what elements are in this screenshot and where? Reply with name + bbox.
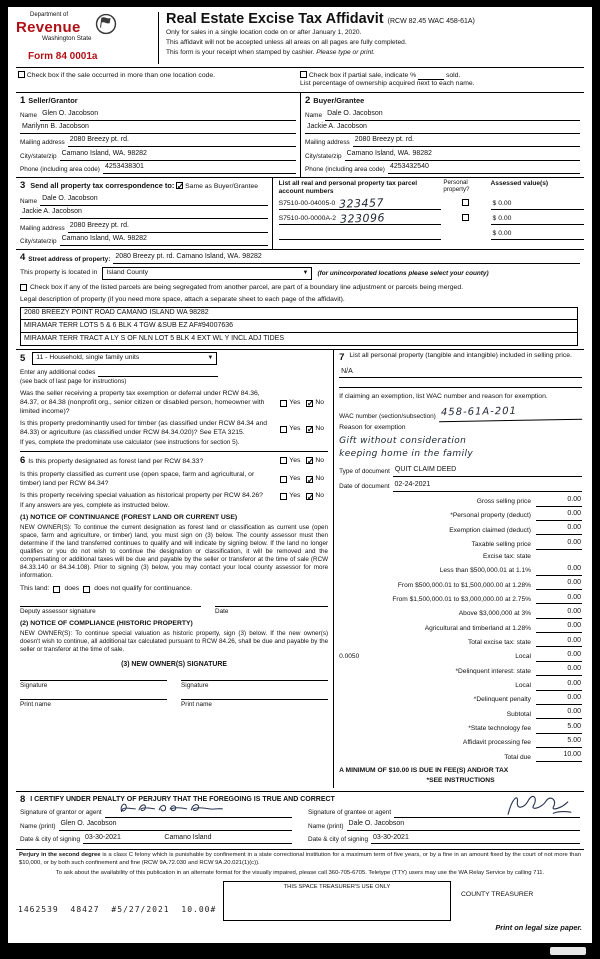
certify-statement: I CERTIFY UNDER PENALTY OF PERJURY THAT THE FOREGOING IS TRUE AND CORRECT	[30, 795, 335, 803]
reason-handwriting: Gift without consideration keeping home in the family	[339, 435, 474, 460]
form-header	[16, 12, 584, 68]
grantee-signature	[504, 791, 576, 819]
county-select[interactable]: Island County ▼	[102, 267, 312, 280]
street-address-field[interactable]: 2080 Breezy pt. rd. Camano Island, WA. 98282	[113, 253, 580, 264]
tax-section: 7 List all personal property (tangible and intangible) included in selling price. N/A If claiming an exemption, list WAC number and reason for exemption. WAC number (section/subsection) 458-61A-201 Reason for exemption Gift without consideration keeping home in the family Type of document QUIT CLAIM DEED Date of document 02-24-2021 Gross selling price 0.00 *Personal property (deduct) 0.00 Exemption claimed (deduct) 0.00 Taxable selling price 0.00 Excise tax: state Less than $500,000.01 at 1.1% 0.00 From $500,000.01 to $1,500,000.00 at 1.28% 0.00 From $1,500,000.01 to $3,000,000.00 at 2.75% 0.00 Above $3,000,000 at 3% 0.00 Agricultural and timberland at 1.28% 0.00 Total excise tax: state 0.00 0.0050 Local 0.00 *Delinquent interest: state 0.00 Local 0.00 *Delinquent penalty 0.00 Subtotal 0.00 *State technology fee 5.00 Affidavit processing fee 5.00 Total due 10.00 A MINIMUM OF $10.00 IS DUE IN FEE(S) AND/OR TAX *SEE INSTRUCTIONS	[339, 352, 581, 784]
located-in-label: This property is located in	[20, 269, 98, 277]
additional-codes-hint: (see back of last page for instructions)	[20, 378, 127, 386]
wac-number-label: WAC number (section/subsection)	[339, 412, 436, 420]
segregated-checkbox[interactable]	[20, 284, 27, 291]
current-use-yes-checkbox[interactable]	[280, 476, 287, 483]
seller-city-field[interactable]: Camano Island, WA. 98282	[60, 150, 296, 161]
street-address-label: Street address of property:	[28, 256, 111, 264]
delinquent-interest-state[interactable]: 0.00	[536, 665, 582, 676]
logo-state-text: Washington State	[42, 34, 92, 42]
parties-section	[16, 93, 584, 177]
this-land-label: This land:	[20, 585, 50, 593]
header-note-3: This form is your receipt when stamped by cashier. Please type or print.	[166, 48, 375, 56]
personal-property-checkbox-1[interactable]	[462, 199, 469, 206]
treasurer-area	[16, 881, 584, 921]
segregated-label: Check box if any of the listed parcels are being segregated from another parcel, are part of a boundary line adjustment or parcels being merged.	[30, 283, 463, 291]
grantor-signature	[117, 799, 227, 817]
dor-wordmark	[16, 12, 91, 43]
affidavit-processing-fee[interactable]: 5.00	[536, 737, 582, 748]
exemption-claimed-deduct[interactable]: 0.00	[536, 524, 582, 535]
use-code-section: 5 11 - Household, single family units ▼ Enter any additional codes (see back of last page for instructions) Was the seller receiving a property tax exemption or deferral under RCW 84.36, 84.37, or 84.38 (nonprofit org., senior citizen or disabled person, homeowner with limited income)? Yes ✓ No Is this property predominantly used for timber (as classified under RCW 84.34 and 84.33) or agriculture (as classified under RCW 84.34.020)? See ETA 3215. Yes ✓ No If yes, complete the predominate use calculator (see instructions for section 5).	[20, 352, 328, 446]
question-current-use: Is this property classified as current use (open space, farm and agricultural, or timber) land per RCW 84.34?	[20, 470, 255, 487]
total-excise-tax-state[interactable]: 0.00	[536, 637, 582, 648]
seller-name-2-field[interactable]: Marilynn B. Jacobson	[20, 123, 296, 134]
partial-sale-checkbox[interactable]	[300, 71, 307, 78]
assessed-value-field-3[interactable]: $ 0.00	[491, 230, 584, 241]
timber-yes-checkbox[interactable]	[280, 426, 287, 433]
reason-for-exemption-label: Reason for exemption	[339, 423, 406, 431]
parcel-row	[279, 213, 580, 225]
new-owner-signature-field-2[interactable]: Signature	[181, 680, 328, 690]
perjury-notice: Perjury in the second degree is a class C felony which is punishable by confinement in a state correctional institution for a maximum term of five years, or by a fine in an amount fixed by the court of not more than $10,000, or by both such confinement and fine (RCW 9A.72.030 and RCW 9A.20.021(1)(c)).	[16, 849, 584, 867]
certification-section: 8 I CERTIFY UNDER PENALTY OF PERJURY THAT THE FOREGOING IS TRUE AND CORRECT Signature of grantor or agent Name (print) Glen O. Jacobson Date & city of signing 03-30-2021 Camano Island Signature of grantee or agent Name (print) Dale O. Jacobson Date & city of signing 03-30-2021	[16, 791, 584, 846]
doc-date-label: Date of document	[339, 483, 390, 491]
multi-location-checkbox[interactable]	[18, 71, 25, 78]
historic-no-checkbox[interactable]	[306, 493, 313, 500]
additional-codes-label: Enter any additional codes	[20, 369, 96, 377]
title-block	[158, 12, 584, 64]
top-checkbox-row: Check box if the sale occurred in more than one location code. Check box if partial sale, indicate % sold. List percentage of ownership acquired next to each name.	[16, 68, 584, 93]
legal-paper-note: Print on legal size paper.	[495, 923, 582, 933]
grantor-signature-block: Signature of grantor or agent Name (print) Glen O. Jacobson Date & city of signing 03-30-2021 Camano Island	[20, 807, 292, 845]
land-does-checkbox[interactable]	[53, 586, 60, 593]
assessed-value-header: Assessed value(s)	[490, 180, 549, 188]
legal-description-box[interactable]	[20, 307, 578, 347]
designation-section: 6 Is this property designated as forest land per RCW 84.33? Yes ✓ No Is this property classified as current use (open space, farm and agricultural, or timber) land per RCW 84.34? Yes ✓ No Is this property receiving special valuation as historical property per RCW 84.26? Yes ✓ No If any answers are yes, complete as instructed below. (1) NOTICE OF CONTINUANCE (FOREST LAND OR CURRENT USE) NEW OWNER(S): To continue the current designation as forest land or classification as current use (open space, farm and agriculture, or timber) land, you must sign on (3) below. The county assessor must then determine if the land transferred continues to qualify and will indicate by signing below. If the land no longer qualifies or you do not wish to continue the designation or classification, it will be removed and the compensating or additional taxes will be due and payable by the seller or transferor at the time of sale (RCW 84.33.140 or 84.34.108). Prior to signing (3) below, you may contact your local county assessor for more information. This land: does does not qualify for continuance. Deputy assessor signature Date (2) NOTICE OF COMPLIANCE (HISTORIC PROPERTY) NEW OWNER(S): To continue special valuation as historic property, sign (3) below. If the new owner(s) doesn't wish to continue, all additional tax calculated pursuant to RCW 84.26, shall be due and payable by the seller or transferor at the time of sale. (3) NEW OWNER(S) SIGNATURE Signature Signature Print name Print name	[20, 451, 328, 709]
deputy-assessor-signature-field[interactable]: Deputy assessor signature	[20, 606, 201, 616]
buyer-name-2-field[interactable]: Jackie A. Jacobson	[305, 123, 580, 134]
grantor-print-name-field[interactable]: Glen O. Jacobson	[59, 820, 292, 831]
logo-dept-text: Department of	[30, 12, 69, 18]
parcel-table	[272, 178, 584, 249]
corr-name-2-field[interactable]: Jackie A. Jacobson	[20, 208, 268, 219]
alternate-format-note: To ask about the availability of this publication in an alternate format for the visually impaired, please call 360-705-6705. Teletype (TTY) users may use the WA Relay Service by calling 711.	[55, 869, 545, 876]
treasurer-use-box: THIS SPACE TREASURER'S USE ONLY	[223, 881, 451, 921]
dor-flag-icon	[95, 13, 117, 35]
forest-no-checkbox[interactable]	[306, 457, 313, 464]
notice-continuance-text: NEW OWNER(S): To continue the current designation as forest land or classification as current use (open space, farm and agriculture, or timber) land, you must sign on (3) below. The county assessor must then determine if the land transferred continues to qualify and will indicate by signing below. If the land no longer qualifies or you do not wish to continue the designation or classification, it will be removed and the compensating or additional taxes will be due and payable by the seller or transferor at the time of sale (RCW 84.33.140 or 84.34.108). Prior to signing (3) below, you may contact your local county assessor for more information.	[20, 523, 329, 579]
personal-property-deduct[interactable]: 0.00	[536, 510, 582, 521]
doc-type-label: Type of document	[339, 468, 390, 476]
grantor-signature-field[interactable]	[105, 809, 292, 818]
calculator-note: If yes, complete the predominate use calculator (see instructions for section 5).	[20, 438, 240, 446]
grantor-date-field[interactable]: 03-30-2021	[83, 834, 162, 845]
same-as-buyer-checkbox[interactable]	[176, 182, 183, 189]
new-owner-signature-field-1[interactable]: Signature	[20, 680, 167, 690]
assessed-value-field-2[interactable]: $ 0.00	[491, 215, 584, 226]
exemption-note: If claiming an exemption, list WAC number and reason for exemption.	[339, 393, 548, 401]
buyer-city-field[interactable]: Camano Island, WA. 98282	[345, 150, 580, 161]
deputy-date-field[interactable]: Date	[215, 606, 328, 616]
corr-city-field[interactable]: Camano Island, WA. 98282	[60, 235, 268, 246]
corr-mailing-field[interactable]: 2080 Breezy pt. rd.	[68, 222, 268, 233]
seller-title: Seller/Grantor	[28, 95, 78, 105]
legal-description-label: Legal description of property (if you need more space, attach a separate sheet to each page of the affidavit).	[20, 295, 345, 303]
personal-property-label: List all personal property (tangible and intangible) included in selling price.	[349, 352, 572, 360]
forest-yes-checkbox[interactable]	[280, 457, 287, 464]
question-timber: Is this property predominantly used for timber (as classified under RCW 84.34 and 84.33) or agriculture (as classified under RCW 84.34.020)? See ETA 3215.	[20, 420, 268, 437]
property-location-section: 4 Street address of property: 2080 Breezy pt. rd. Camano Island, WA. 98282 This property is located in Island County ▼ (for unincorporated locations please select your county) Check box if any of the listed parcels are being segregated from another parcel, are part of a boundary line adjustment or parcels being merged. Legal description of property (if you need more space, attach a separate sheet to each page of the affidavit). 2080 BREEZY POINT ROAD CAMANO ISLAND WA 98282 MIRAMAR TERR LOTS 5 & 6 BLK 4 TGW &SUB EZ AF#94007636 MIRAMAR TERR TRACT A LY S OF NLN LOT 5 BLK 4 EXT WL Y INCL ADJ TIDES	[16, 249, 584, 349]
seller-name-1-field[interactable]: Glen O. Jacobson	[40, 110, 296, 121]
delinquent-interest-local[interactable]: 0.00	[536, 680, 582, 691]
tax-calculation-table: Gross selling price 0.00 *Personal property (deduct) 0.00 Exemption claimed (deduct) 0.00 Taxable selling price 0.00 Excise tax: state Less than $500,000.01 at 1.1% 0.00 From $500,000.01 to $1,500,000.00 at 1.28% 0.00 From $1,500,000.01 to $3,000,000.00 at 2.75% 0.00 Above $3,000,000 at 3% 0.00 Agricultural and timberland at 1.28% 0.00 Total excise tax: state 0.00 0.0050 Local 0.00 *Delinquent interest: state 0.00 Local 0.00 *Delinquent penalty 0.00 Subtotal 0.00 *State technology fee 5.00 Affidavit processing fee 5.00 Total due 10.00	[339, 495, 581, 761]
see-instructions-note: *SEE INSTRUCTIONS	[426, 776, 495, 784]
tier1-amount[interactable]: 0.00	[536, 565, 582, 576]
page-title: Real Estate Excise Tax Affidavit (RCW 82.45 WAC 458-61A)	[166, 11, 475, 27]
legal-line-1: 2080 BREEZY POINT ROAD CAMANO ISLAND WA 98282	[21, 308, 577, 321]
form-number: Form 84 0001a	[28, 50, 98, 62]
handwritten-parcel-number: 323096	[339, 211, 386, 227]
parcel-account-field[interactable]: S7510-00-0000A-2 323096	[279, 213, 442, 225]
parcel-account-field[interactable]	[279, 228, 442, 240]
notice-continuance-heading: (1) NOTICE OF CONTINUANCE (FOREST LAND OR CURRENT USE)	[20, 514, 238, 522]
partial-sale-label: Check box if partial sale, indicate %	[308, 71, 417, 79]
if-yes-note: If any answers are yes, complete as instructed below.	[20, 501, 170, 509]
cashier-validation-stamp: 1462539 48427 #5/27/2021 10.00#	[18, 905, 217, 915]
assessed-value-field-1[interactable]: $ 0.00	[491, 200, 584, 211]
parcel-row	[279, 228, 580, 240]
delinquent-penalty[interactable]: 0.00	[536, 694, 582, 705]
new-owner-signature-heading: (3) NEW OWNER(S) SIGNATURE	[121, 660, 227, 668]
logo-revenue-text: Revenue	[16, 18, 81, 36]
grantee-print-name-field[interactable]: Dale O. Jacobson	[347, 820, 580, 831]
legal-line-2: MIRAMAR TERR LOTS 5 & 6 BLK 4 TGW &SUB EZ AF#94007636	[21, 320, 577, 333]
partial-sale-percent-field[interactable]	[418, 73, 444, 80]
state-technology-fee[interactable]: 5.00	[536, 723, 582, 734]
affidavit-form	[8, 7, 592, 943]
local-rate: 0.0050	[339, 653, 360, 661]
ownership-note: List percentage of ownership acquired next to each name.	[300, 80, 475, 88]
main-columns	[16, 349, 584, 788]
correspondence-title: Send all property tax correspondence to:	[30, 181, 175, 191]
doc-type-field[interactable]: QUIT CLAIM DEED	[393, 466, 582, 477]
personal-property-header: Personal property?	[443, 179, 470, 194]
minimum-due-note: A MINIMUM OF $10.00 IS DUE IN FEE(S) AND/OR TAX	[339, 767, 509, 775]
chevron-down-icon: ▼	[302, 269, 309, 276]
deferral-yes-checkbox[interactable]	[280, 400, 287, 407]
wac-number-field[interactable]: 458-61A-201	[439, 405, 582, 422]
question-historic: Is this property receiving special valuation as historical property per RCW 84.26?	[20, 492, 263, 500]
grantor-city-field[interactable]: Camano Island	[162, 834, 292, 845]
dor-logo-block	[16, 12, 154, 64]
buyer-section: 2 Buyer/Grantee Name Dale O. Jacobson Jackie A. Jacobson Mailing address 2080 Breezy pt. rd. City/state/zip Camano Island, WA. 98282 Phone (including area code) 4253432540	[300, 93, 584, 177]
buyer-title: Buyer/Grantee	[313, 95, 365, 105]
new-owner-print-name-field-1[interactable]: Print name	[20, 699, 167, 709]
subtotal[interactable]: 0.00	[536, 708, 582, 719]
grantee-date-field[interactable]: 03-30-2021	[371, 834, 580, 845]
local-tax[interactable]: 0.00	[536, 651, 582, 662]
doc-date-field[interactable]: 02-24-2021	[393, 481, 582, 492]
seller-phone-field[interactable]: 4253438301	[103, 163, 296, 174]
chevron-down-icon: ▼	[207, 354, 214, 361]
parcel-row	[279, 198, 580, 210]
rcw-reference: (RCW 82.45 WAC 458-61A)	[387, 18, 475, 25]
timber-no-checkbox[interactable]	[306, 426, 313, 433]
notice-compliance-heading: (2) NOTICE OF COMPLIANCE (HISTORIC PROPERTY)	[20, 619, 193, 627]
parcel-account-field[interactable]: S7510-00-04005-0 323457	[279, 198, 442, 210]
tier3-amount[interactable]: 0.00	[536, 594, 582, 605]
personal-property-blank-line[interactable]	[339, 378, 582, 388]
new-owner-print-name-field-2[interactable]: Print name	[181, 699, 328, 709]
question-forest: Is this property designated as forest land per RCW 84.33?	[28, 457, 204, 465]
county-treasurer-label: COUNTY TREASURER	[461, 891, 534, 899]
corr-name-1-field[interactable]: Dale O. Jacobson	[40, 195, 268, 206]
land-does-not-checkbox[interactable]	[83, 586, 90, 593]
corner-chip	[550, 947, 586, 955]
tier2-amount[interactable]: 0.00	[536, 579, 582, 590]
total-due[interactable]: 10.00	[536, 751, 582, 762]
grantee-signature-block: Signature of grantee or agent Name (print) Dale O. Jacobson Date & city of signing 03-30-2021	[308, 807, 580, 845]
parcel-table-header: List all real and personal property tax parcel account numbers	[278, 180, 418, 195]
buyer-mailing-field[interactable]: 2080 Breezy pt. rd.	[353, 136, 580, 147]
legal-line-3: MIRAMAR TERR TRACT A LY S OF NLN LOT 5 BLK 4 EXT WL Y INCL ADJ TIDES	[24, 334, 284, 342]
correspondence-section: 3 Send all property tax correspondence to: ✓ Same as Buyer/Grantee Name Dale O. Jacobson Jackie A. Jacobson Mailing address 2080 Breezy pt. rd. City/state/zip Camano Island, WA. 98282 List all real and personal property tax parcel account numbers Personal property? Assessed value(s) S7510-00-04005-0 323457 $ 0.00 S7510-00-0000A-2 323096 $ 0.00 $ 0.00	[16, 177, 584, 249]
additional-codes-field[interactable]	[98, 369, 218, 377]
question-deferral: Was the seller receiving a property tax exemption or deferral under RCW 84.36, 84.37, or 84.38 (nonprofit org., senior citizen or disabled person, homeowner with limited income)?	[20, 390, 265, 415]
personal-property-field[interactable]: N/A	[339, 368, 582, 379]
historic-yes-checkbox[interactable]	[280, 493, 287, 500]
deferral-no-checkbox[interactable]	[306, 400, 313, 407]
buyer-phone-field[interactable]: 4253432540	[388, 163, 580, 174]
county-hint: (for unincorporated locations please select your county)	[317, 269, 489, 277]
header-note-1: Only for sales in a single location code on or after January 1, 2020.	[166, 28, 362, 36]
excise-tax-state	[536, 553, 582, 562]
personal-property-checkbox-2[interactable]	[462, 214, 469, 221]
buyer-name-1-field[interactable]: Dale O. Jacobson	[325, 110, 580, 121]
land-use-code-select[interactable]: 11 - Household, single family units ▼	[32, 352, 217, 365]
taxable-selling-price[interactable]: 0.00	[536, 539, 582, 550]
agricultural-amount[interactable]: 0.00	[536, 622, 582, 633]
gross-selling-price[interactable]: 0.00	[536, 496, 582, 507]
seller-section: 1 Seller/Grantor Name Glen O. Jacobson Marilynn B. Jacobson Mailing address 2080 Breezy pt. rd. City/state/zip Camano Island, WA. 98282 Phone (including area code) 4253438301	[16, 93, 300, 177]
notice-compliance-text: NEW OWNER(S): To continue special valuation as historic property, sign (3) below. If the new owner(s) doesn't wish to continue, all additional tax calculated pursuant to RCW 84.26, shall be due and payable by the seller or transferor at the time of sale.	[20, 629, 329, 653]
tier4-amount[interactable]: 0.00	[536, 608, 582, 619]
seller-mailing-field[interactable]: 2080 Breezy pt. rd.	[68, 136, 296, 147]
same-as-buyer-label: Same as Buyer/Grantee	[185, 183, 259, 191]
header-note-2: This affidavit will not be accepted unless all areas on all pages are fully completed.	[166, 38, 407, 46]
multi-location-label: Check box if the sale occurred in more than one location code.	[26, 71, 216, 79]
current-use-no-checkbox[interactable]	[306, 476, 313, 483]
handwritten-parcel-number: 323457	[339, 196, 385, 212]
